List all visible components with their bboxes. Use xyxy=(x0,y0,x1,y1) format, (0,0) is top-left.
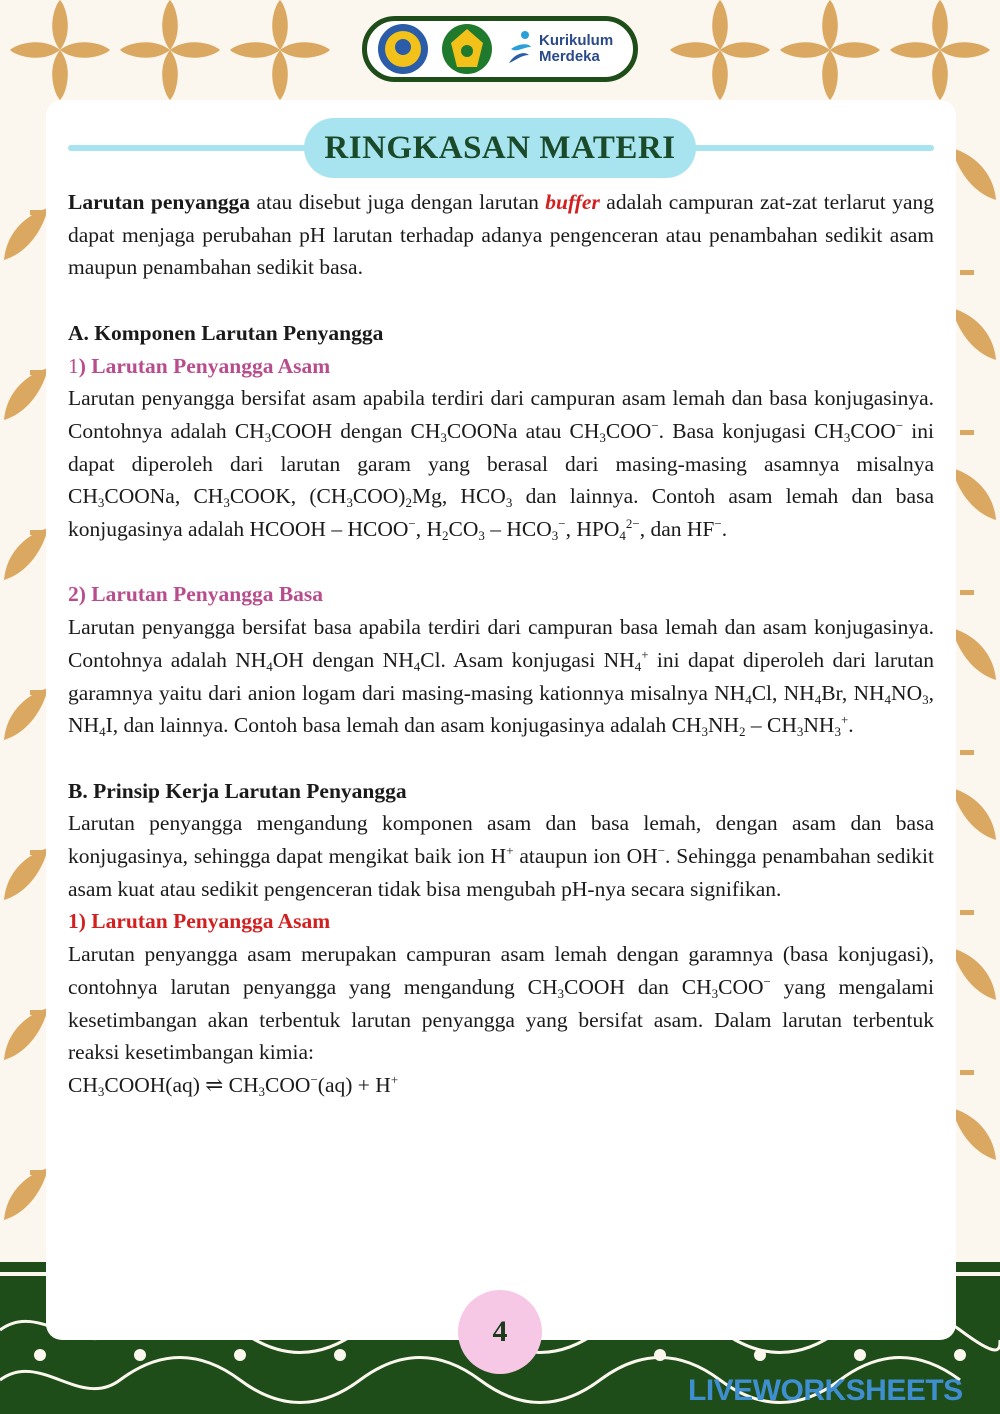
summary-content xyxy=(68,186,934,1102)
kurikulum-label: Kurikulum xyxy=(539,32,614,49)
liveworksheets-watermark: LIVEWORKSHEETS xyxy=(688,1374,963,1407)
section-a-sub1-label: ) Larutan Penyangga Asam xyxy=(78,353,331,378)
basic-buffer-paragraph: Larutan penyangga bersifat basa apabila terdiri dari campuran basa lemah dan asam konjugasinya. Contohnya adalah $NH_4OH$ dengan $NH_4Cl$. Asam konjugasi $NH_4^+$ ini dapat diperoleh dari larutan garamnya yaitu dari anion logam dari masing-masing kationnya misalnya $NH_4Cl$, $NH_4Br$, $NH_4NO_3$, $NH_4I$, dan lainnya. Contoh basa lemah dan asam konjugasinya adalah $CH_3NH_2 - CH_3NH_3^+$. xyxy=(68,615,935,740)
intro-text-b: adalah campuran zat-zat terlarut yang dapat menjaga perubahan pH larutan terhadap adanya pengenceran atau penambahan sedikit asam maupun penambahan sedikit basa. xyxy=(68,190,934,280)
buffer-word: buffer xyxy=(545,190,600,214)
principle-paragraph: Larutan penyangga mengandung komponen asam dan basa lemah, dengan asam dan basa konjugasinya, sehingga dapat mengikat baik ion H+ ataupun ion OH−. Sehingga penambahan sedikit asam kuat atau sedikit pengenceran tidak bisa mengubah pH-nya secara signifikan. xyxy=(68,811,934,901)
section-a-sub2-heading: 2) Larutan Penyangga Basa xyxy=(68,582,324,607)
merdeka-label: Merdeka xyxy=(539,48,600,65)
acidic-principle-paragraph: Larutan penyangga asam merupakan campuran asam lemah dengan garamnya (basa konjugasi), contohnya larutan penyangga yang mengandung $CH_3COOH$ dan $CH_3COO^-$ yang mengalami kesetimbangan akan terbentuk larutan penyangga yang bersifat asam. Dalam larutan terbentuk reaksi kesetimbangan kimia: xyxy=(68,942,934,1065)
section-a-sub1-heading xyxy=(68,350,934,383)
logo-banner xyxy=(362,16,638,82)
intro-text-a: atau disebut juga dengan larutan xyxy=(250,190,546,214)
equilibrium-equation: $CH_3COOH(aq)$ ⇌ $CH_3COO^-(aq) + H^+$ xyxy=(68,1071,399,1099)
tut-wuri-handayani-logo xyxy=(377,23,429,75)
intro-paragraph xyxy=(68,186,934,284)
intro-term: Larutan penyangga xyxy=(68,190,251,214)
section-a-sub1-number: 1 xyxy=(68,353,79,378)
section-b-sub1-heading: 1) Larutan Penyangga Asam xyxy=(68,909,331,934)
kurikulum-merdeka-logo xyxy=(505,29,613,69)
title-banner xyxy=(304,118,696,178)
university-logo xyxy=(441,23,493,75)
section-b-heading: B. Prinsip Kerja Larutan Penyangga xyxy=(68,778,407,803)
kurikulum-merdeka-icon xyxy=(505,29,535,69)
page-title: RINGKASAN MATERI xyxy=(324,129,676,166)
section-a-heading: A. Komponen Larutan Penyangga xyxy=(68,320,384,345)
page-number: 4 xyxy=(458,1290,542,1374)
acidic-buffer-paragraph: Larutan penyangga bersifat asam apabila terdiri dari campuran asam lemah dan basa konjugasinya. Contohnya adalah $CH_3COOH$ dengan $CH_3COONa$ atau $CH_3COO^-$. Basa konjugasi $CH_3COO^-$ ini dapat diperoleh dari larutan garam yang berasal dari masing-masing asamnya misalnya $CH_3COONa$, $CH_3COOK$, $(CH_3COO)_2Mg$, $HCO_3$ dan lainnya. Contoh asam lemah dan basa konjugasinya adalah HCOOH – HCOO−, $H_2CO_3 - HCO_3^-$, $HPO_4^{2-}$, dan HF−. xyxy=(68,386,934,544)
